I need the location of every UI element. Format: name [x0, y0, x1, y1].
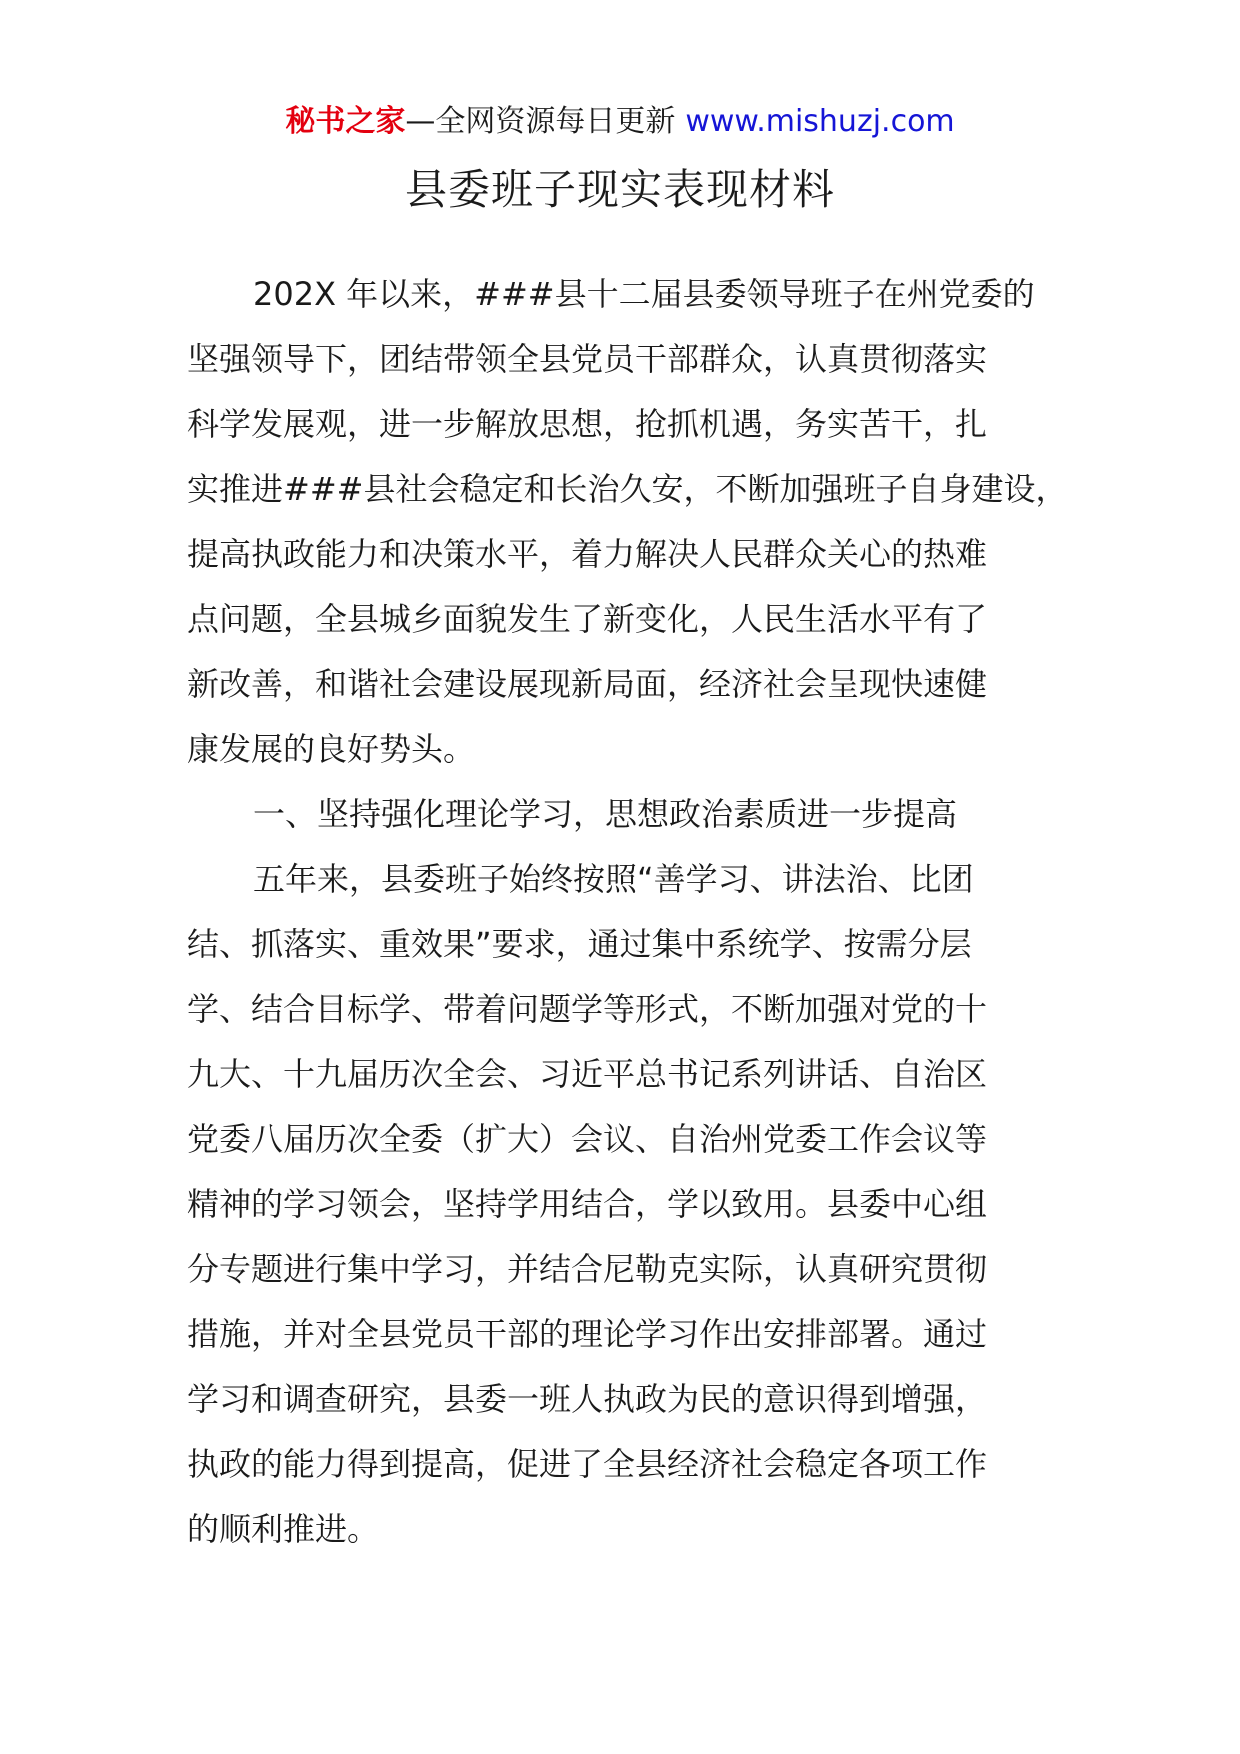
document-body [187, 262, 1067, 1562]
document-title: 县委班子现实表现材料 [404, 165, 835, 214]
body-line: 九大、十九届历次全会、习近平总书记系列讲话、自治区 [187, 1055, 988, 1093]
site-url-link[interactable]: www.mishuzj.com [685, 104, 955, 139]
body-line: 精神的学习领会，坚持学用结合，学以致用。县委中心组 [187, 1185, 988, 1223]
body-line: 学习和调查研究，县委一班人执政为民的意识得到增强， [187, 1380, 988, 1418]
site-header [0, 100, 1240, 144]
body-line: 党委八届历次全委（扩大）会议、自治州党委工作会议等 [187, 1120, 988, 1158]
body-line: 点问题，全县城乡面貌发生了新变化，人民生活水平有了 [187, 600, 988, 638]
body-line: 五年来，县委班子始终按照“善学习、讲法治、比团 [253, 860, 974, 898]
section-heading: 一、坚持强化理论学习，思想政治素质进一步提高 [253, 795, 958, 833]
body-line: 执政的能力得到提高，促进了全县经济社会稳定各项工作 [187, 1445, 988, 1483]
body-line: 202X 年以来，###县十二届县委领导班子在州党委的 [253, 275, 1035, 313]
body-line: 坚强领导下，团结带领全县党员干部群众，认真贯彻落实 [187, 340, 988, 378]
body-line: 科学发展观，进一步解放思想，抢抓机遇，务实苦干，扎 [187, 405, 988, 443]
body-line: 实推进###县社会稳定和长治久安，不断加强班子自身建设， [187, 470, 1068, 508]
brand-name: 秘书之家 [285, 104, 406, 139]
body-line: 新改善，和谐社会建设展现新局面，经济社会呈现快速健 [187, 665, 988, 703]
body-line: 分专题进行集中学习，并结合尼勒克实际，认真研究贯彻 [187, 1250, 988, 1288]
body-line: 的顺利推进。 [187, 1510, 380, 1548]
body-line: 措施，并对全县党员干部的理论学习作出安排部署。通过 [187, 1315, 988, 1353]
body-line: 康发展的良好势头。 [187, 730, 476, 768]
body-line: 提高执政能力和决策水平，着力解决人民群众关心的热难 [187, 535, 988, 573]
body-line: 结、抓落实、重效果”要求，通过集中系统学、按需分层 [187, 925, 972, 963]
header-slogan: —全网资源每日更新 [405, 104, 676, 139]
body-line: 学、结合目标学、带着问题学等形式，不断加强对党的十 [187, 990, 988, 1028]
